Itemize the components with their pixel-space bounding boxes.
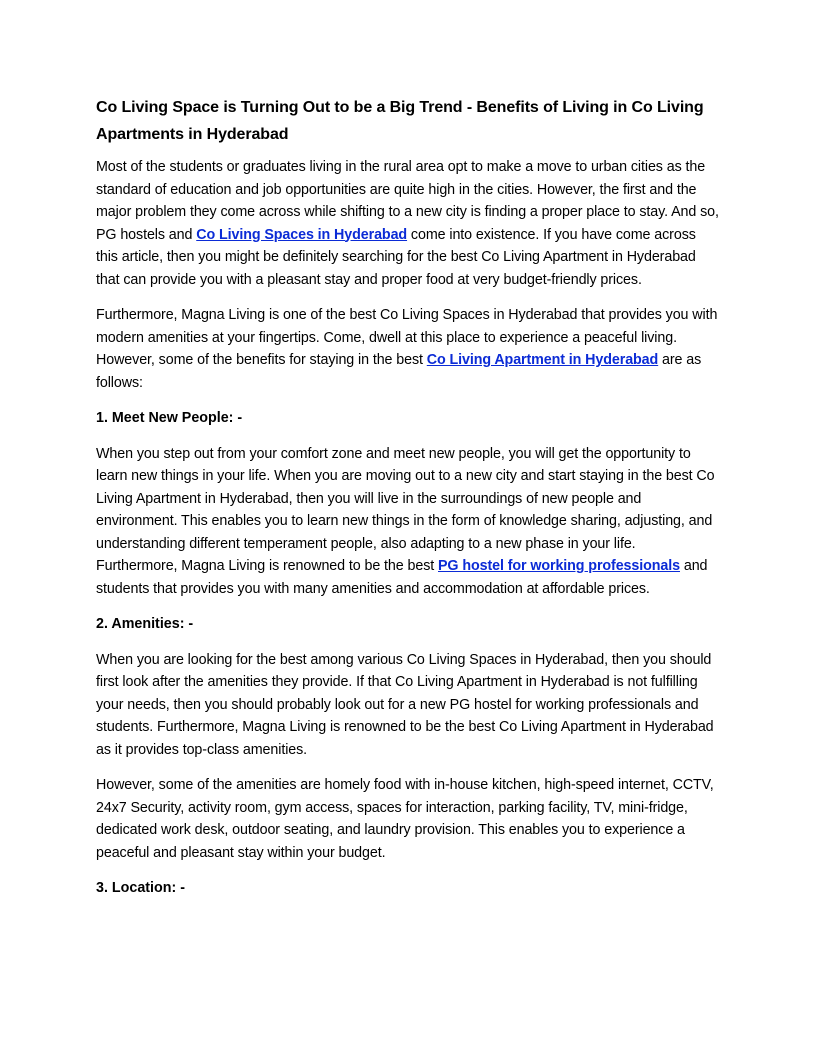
amenities-paragraph-1: When you are looking for the best among various Co Living Spaces in Hyderabad, then you should first look after the amenities they provide. If that Co Living Apartment in Hyderabad is not fulfilling your needs, then you should probably look out for a new PG hostel for working professionals and students. Furthermore, Magna Living is renowned to be the best Co Living Apartment in Hyderabad as it provides top-class amenities.	[96, 651, 714, 758]
intro-text-after: come into existence. If you have come across this article, then you might be definitely searching for the best Co Living Apartment in Hyderabad that can provide you with a pleasant stay and proper food at very budget-friendly prices.	[96, 226, 696, 288]
section1-text-before: When you step out from your comfort zone and meet new people, you will get the opportunity to learn new things in your life. When you are moving out to a new city and start staying in the best Co Living Apartment in Hyderabad, then you will live in the surroundings of new people and environment. This enables you to learn new things in the form of knowledge sharing, adjusting, and understanding different temperament people, also adapting to a new phase in your life. Furthermore, Magna Living is renowned to be the best	[96, 445, 715, 574]
section-heading-amenities: 2. Amenities: -	[96, 616, 194, 632]
meet-new-people-paragraph	[96, 443, 720, 601]
amenities-paragraph-2: However, some of the amenities are homely food with in-house kitchen, high-speed internet, CCTV, 24x7 Security, activity room, gym access, spaces for interaction, parking facility, TV, mini-fridge, dedicated work desk, outdoor seating, and laundry provision. This enables you to experience a peaceful and pleasant stay within your budget.	[96, 777, 714, 861]
furthermore-text-before: Furthermore, Magna Living is one of the best Co Living Spaces in Hyderabad that provides you with modern amenities at your fingertips. Come, dwell at this place to experience a peaceful living. However, some of the benefits for staying in the best	[96, 307, 718, 368]
co-living-apartment-link[interactable]: Co Living Apartment in Hyderabad	[426, 352, 659, 368]
pg-hostel-link[interactable]: PG hostel for working professionals	[438, 558, 680, 574]
section1-text-after: and students that provides you with many amenities and accommodation at affordable prices.	[96, 558, 708, 597]
section-heading-meet-new-people: 1. Meet New People: -	[96, 410, 243, 426]
co-living-spaces-link[interactable]: Co Living Spaces in Hyderabad	[196, 226, 408, 243]
furthermore-text-after: are as follows:	[96, 352, 702, 391]
furthermore-paragraph	[96, 304, 720, 394]
page-title: Co Living Space is Turning Out to be a Big Trend - Benefits of Living in Co Living Apartments in Hyderabad	[96, 99, 704, 143]
intro-paragraph	[96, 156, 720, 291]
intro-text-before: Most of the students or graduates living in the rural area opt to make a move to urban cities as the standard of education and job opportunities are quite high in the cities. However, the first and the major problem they come across while shifting to a new city is finding a proper place to stay. And so, PG hostels and	[96, 159, 719, 243]
section-heading-location: 3. Location: -	[96, 880, 185, 896]
